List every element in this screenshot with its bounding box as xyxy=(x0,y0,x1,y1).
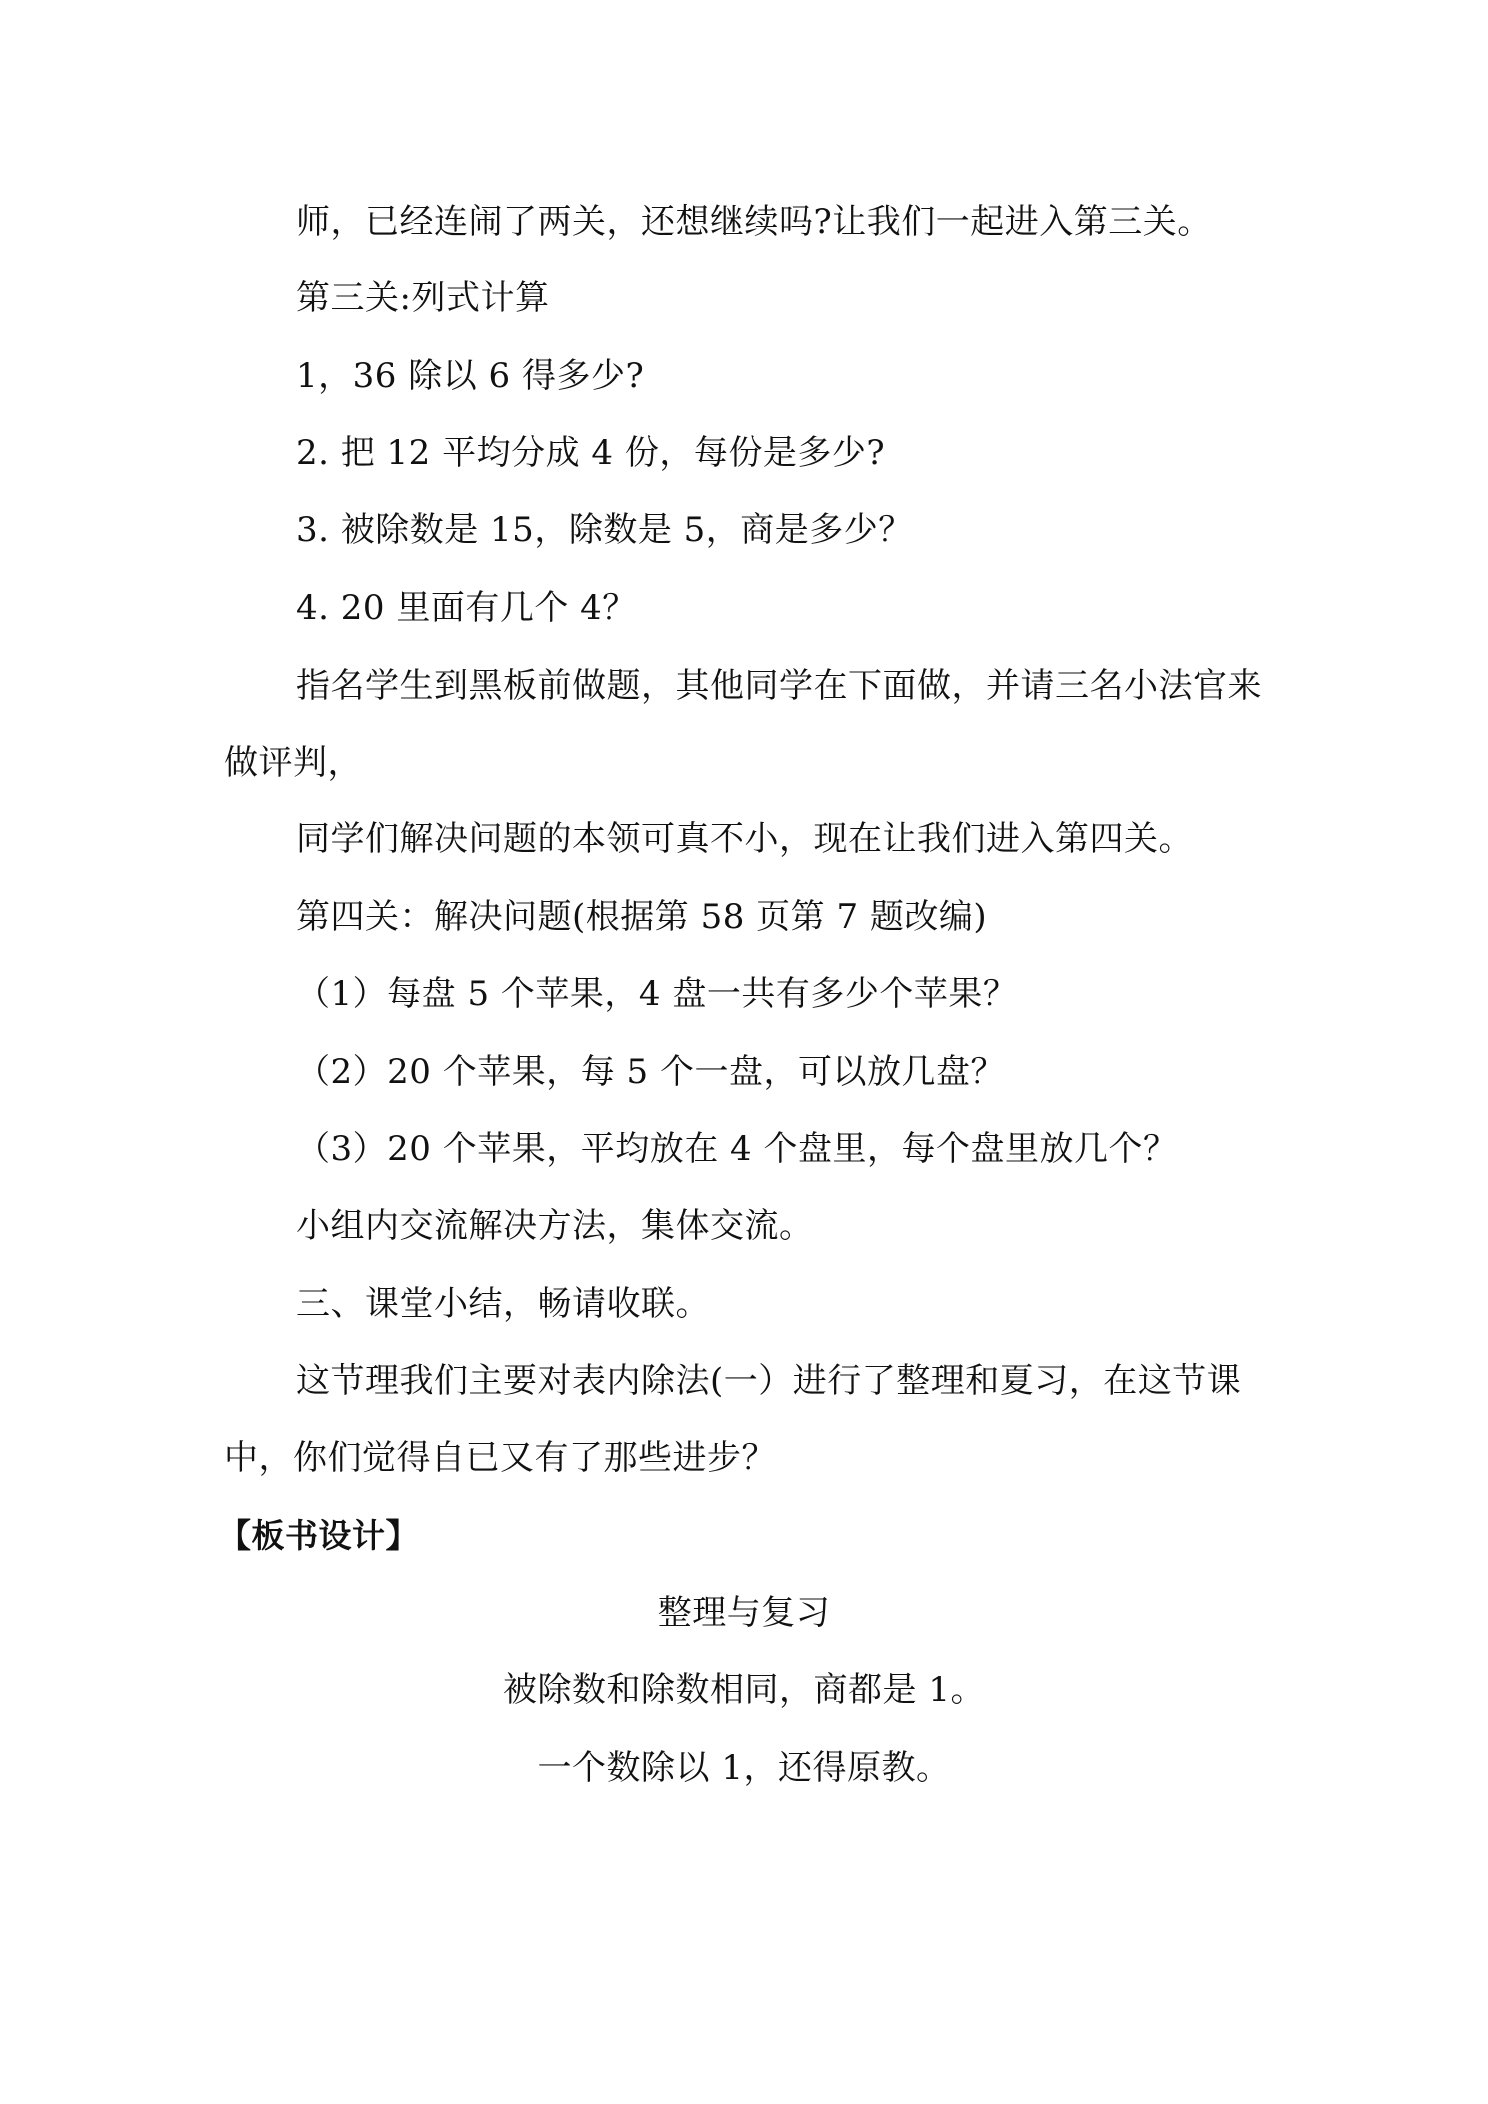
paragraph-summary-heading: 三、课堂小结，畅请收联。 xyxy=(296,1284,710,1324)
problem-3: （3）20 个苹果，平均放在 4 个盘里，每个盘里放几个？ xyxy=(296,1129,1178,1169)
paragraph-group-discussion: 小组内交流解决方法，集体交流。 xyxy=(296,1206,814,1246)
paragraph-instruction: 指名学生到黑板前做题，其他同学在下面做，并请三名小法官来 xyxy=(296,666,1262,706)
paragraph-instruction-continued: 做评判， xyxy=(224,743,362,783)
board-title: 整理与复习 xyxy=(657,1593,831,1633)
problem-2: （2）20 个苹果，每 5 个一盘，可以放几盘？ xyxy=(296,1052,1005,1092)
paragraph-summary-continued: 中，你们觉得自已又有了那些进步？ xyxy=(224,1438,776,1478)
level-four-heading: 第四关：解决问题(根据第 58 页第 7 题改编) xyxy=(296,897,988,937)
board-line-2: 一个数除以 1，还得原教。 xyxy=(537,1748,951,1788)
paragraph-transition: 同学们解决问题的本领可真不小，现在让我们进入第四关。 xyxy=(296,819,1193,859)
paragraph-summary: 这节理我们主要对表内除法(一）进行了整理和夏习，在这节课 xyxy=(296,1361,1242,1401)
question-4: 4. 20 里面有几个 4？ xyxy=(296,588,637,628)
problem-1: （1）每盘 5 个苹果，4 盘一共有多少个苹果？ xyxy=(296,974,1018,1014)
question-3: 3. 被除数是 15，除数是 5，商是多少？ xyxy=(296,510,913,550)
paragraph-intro: 师，已经连闹了两关，还想继续吗?让我们一起进入第三关。 xyxy=(296,202,1212,242)
question-1: 1，36 除以 6 得多少? xyxy=(296,356,645,396)
level-three-heading: 第三关:列式计算 xyxy=(296,278,550,318)
section-heading: 【板书设计】 xyxy=(218,1516,419,1555)
question-2: 2. 把 12 平均分成 4 份，每份是多少? xyxy=(296,433,886,473)
board-line-1: 被除数和除数相同，商都是 1。 xyxy=(503,1670,985,1710)
